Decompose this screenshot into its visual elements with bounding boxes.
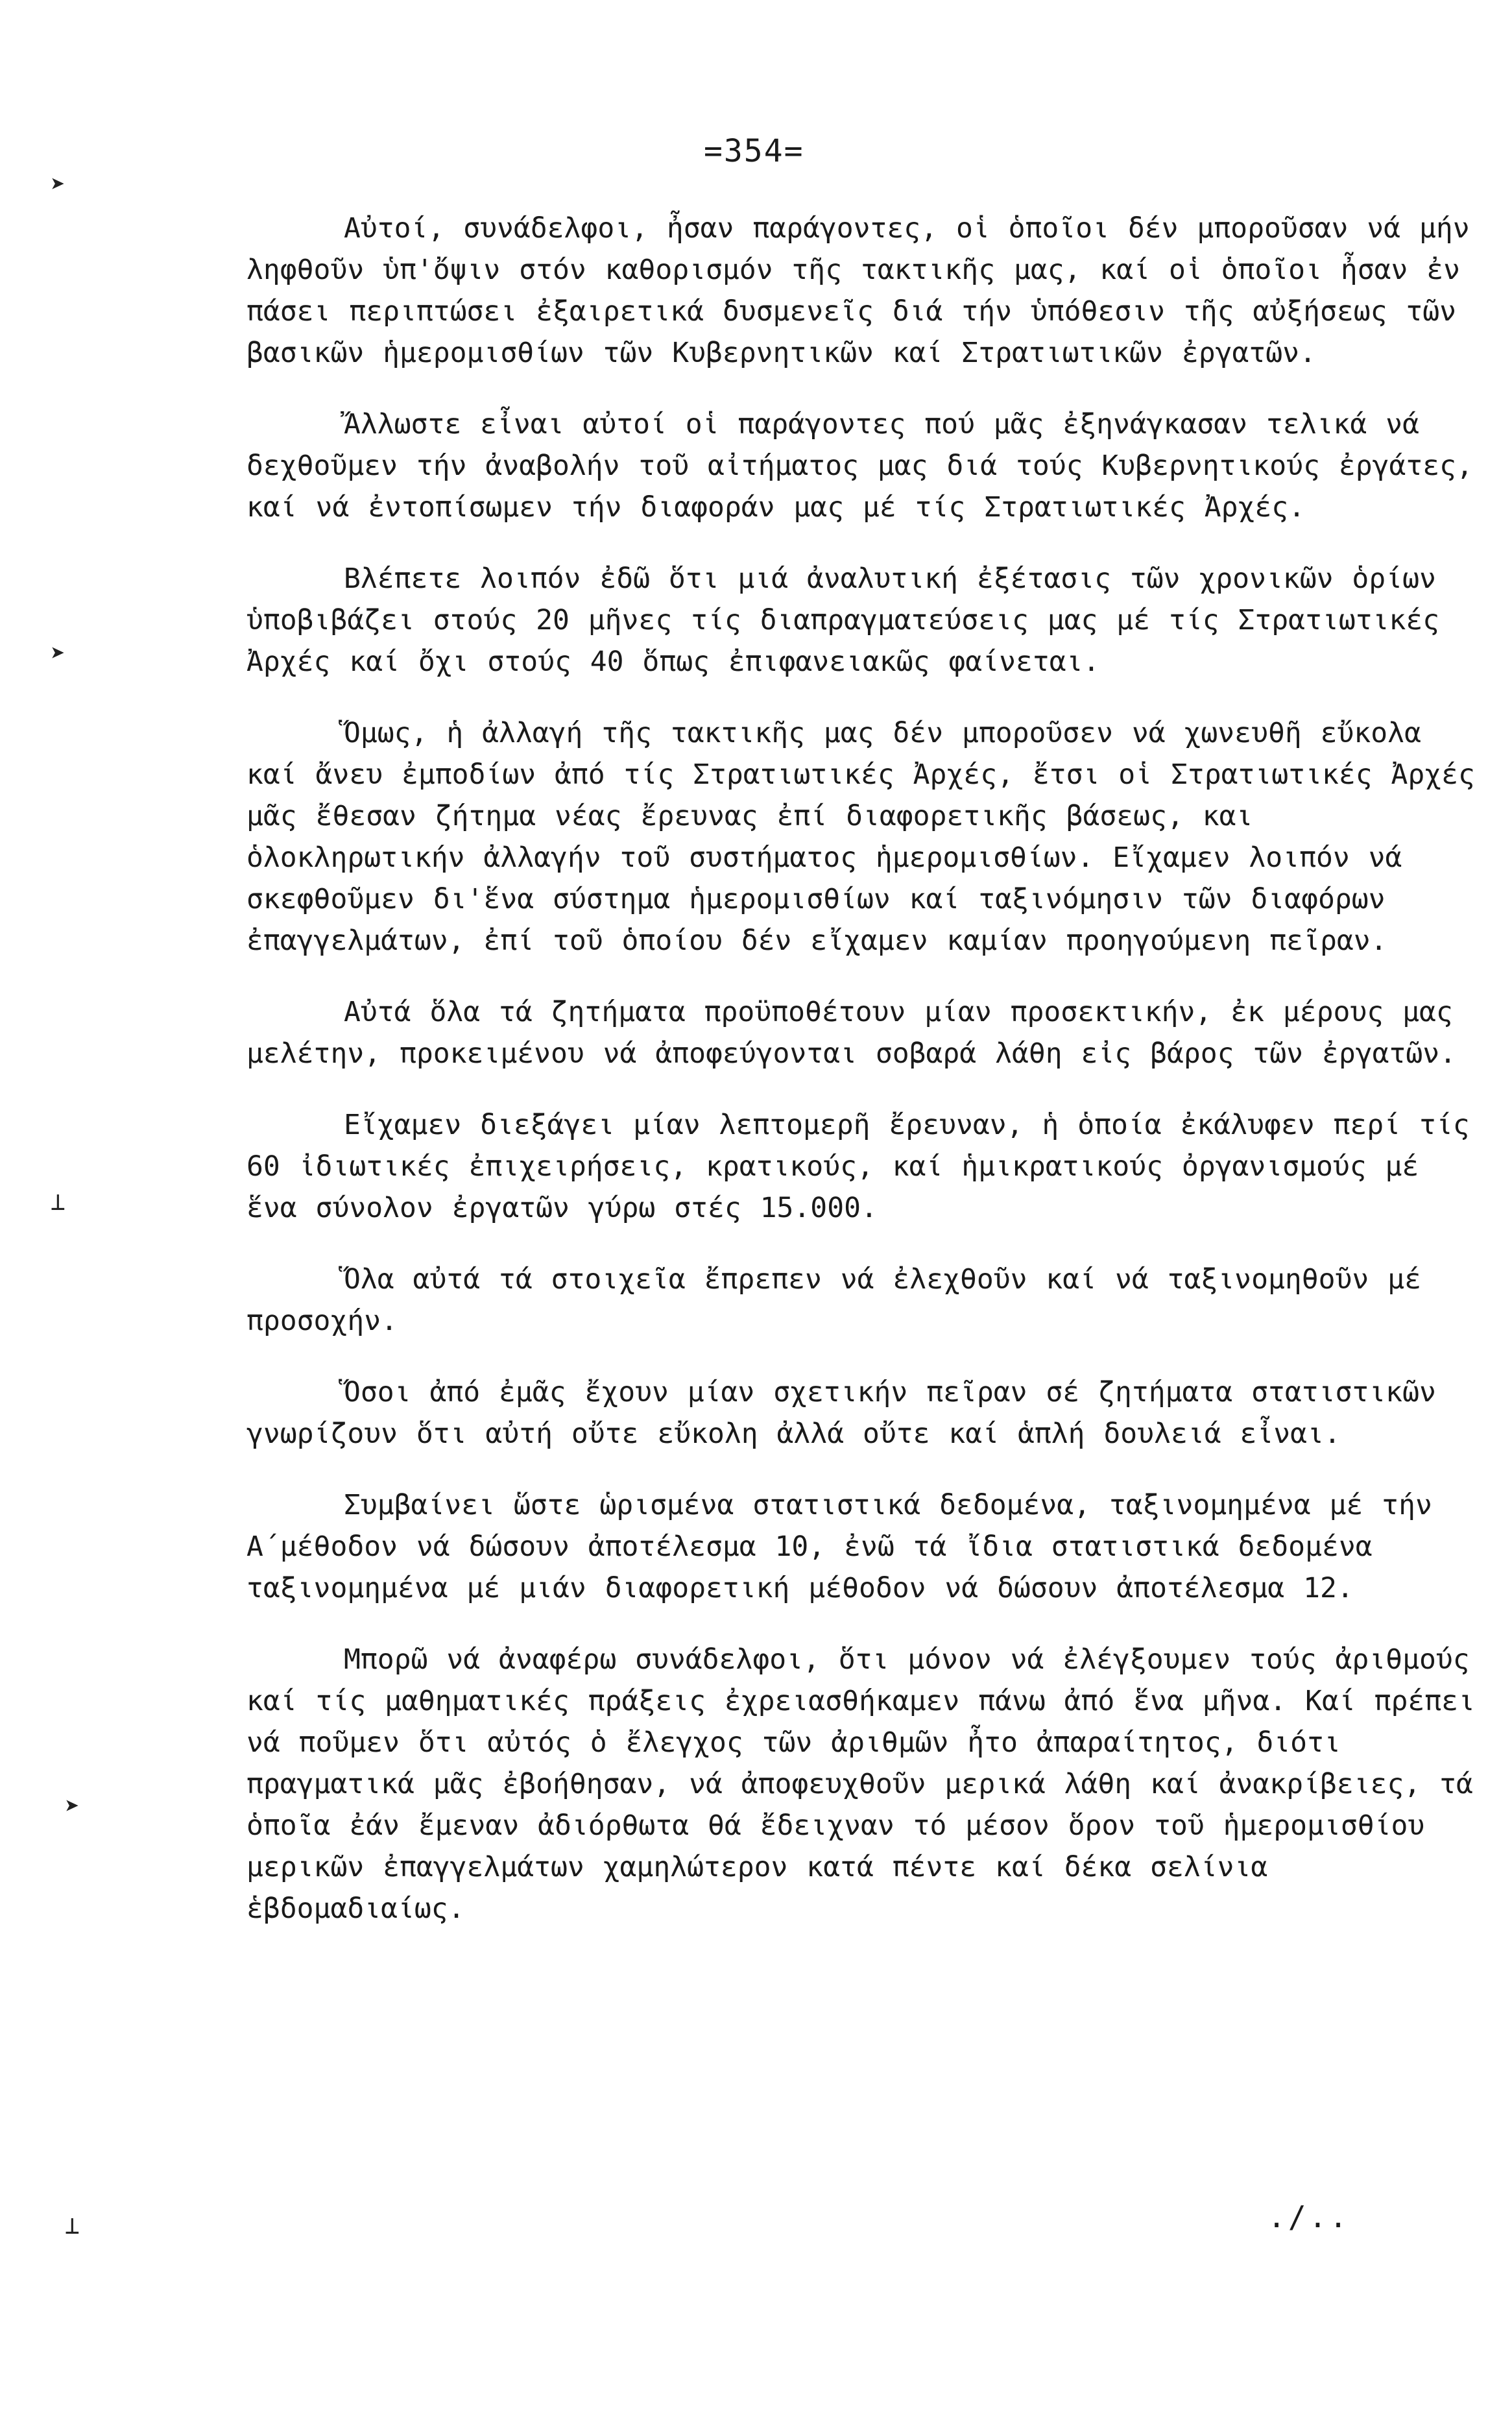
paragraph: Αὐτά ὅλα τά ζητήματα προϋποθέτουν μίαν προσεκτικήν, ἐκ μέρους μας μελέτην, προκειμένου νά ἀποφεύγονται σοβαρά λάθη εἰς βάρος τῶν ἐργατῶν. <box>246 996 1457 1070</box>
paragraph: Μπορῶ νά ἀναφέρω συνάδελφοι, ὅτι μόνον νά ἐλέγξουμεν τούς ἀριθμούς καί τίς μαθηματικές πράξεις ἐχρειασθήκαμεν πάνω ἀπό ἕνα μῆνα. Καί πρέπει νά ποῦμεν ὅτι αὐτός ὁ ἔλεγχος τῶν ἀριθμῶν ἦτο ἀπαραίτητος, διότι πραγματικά μᾶς ἐβοήθησαν, νά ἀποφευχθοῦν μερικά λάθη καί ἀνακρίβειες, τά ὁποῖα ἐάν ἔμεναν ἀδιόρθωτα θά ἔδειχναν τό μέσον ὅρον τοῦ ἡμερομισθίου μερικῶν ἐπαγγελμάτων χαμηλώτερον κατά πέντε καί δέκα σελίνια ἑβδομαδιαίως. <box>246 1643 1475 1925</box>
paragraph: Ὅσοι ἀπό ἐμᾶς ἔχουν μίαν σχετικήν πεῖραν σέ ζητήματα στατιστικῶν γνωρίζουν ὅτι αὐτή οὔτε εὔκολη ἀλλά οὔτε καί ἁπλή δουλειά εἶναι. <box>246 1376 1436 1450</box>
paragraph: Αὐτοί, συνάδελφοι, ἦσαν παράγοντες, οἱ ὁποῖοι δέν μποροῦσαν νά μήν ληφθοῦν ὑπ'ὄψιν στόν καθορισμόν τῆς τακτικῆς μας, καί οἱ ὁποῖοι ἦσαν ἐν πάσει περιπτώσει ἐξαιρετικά δυσμενεῖς διά τήν ὑπόθεσιν τῆς αὐξήσεως τῶν βασικῶν ἡμερομισθίων τῶν Κυβερνητικῶν καί Στρατιωτικῶν ἐργατῶν. <box>246 212 1470 369</box>
margin-arrow-mark: ➤ <box>51 639 66 668</box>
paragraph: Συμβαίνει ὥστε ὡρισμένα στατιστικά δεδομένα, ταξινομημένα μέ τήν Α΄μέθοδον νά δώσουν ἀποτέλεσμα 10, ἐνῶ τά ἴδια στατιστικά δεδομένα ταξινομημένα μέ μιάν διαφορετική μέθοδον νά δώσουν ἀποτέλεσμα 12. <box>246 1489 1432 1604</box>
margin-cross-mark: ⊥ <box>51 1187 66 1216</box>
margin-arrow-mark: ➤ <box>51 170 66 199</box>
margin-cross-mark: ⊥ <box>65 2211 80 2240</box>
margin-arrow-mark: ➤ <box>65 1792 80 1820</box>
paragraph: Βλέπετε λοιπόν ἐδῶ ὅτι μιά ἀναλυτική ἐξέτασις τῶν χρονικῶν ὁρίων ὑποβιβάζει στούς 20 μῆνες τίς διαπραγματεύσεις μας μέ τίς Στρατιωτικές Ἀρχές καί ὄχι στούς 40 ὅπως ἐπιφανειακῶς φαίνεται. <box>246 562 1440 678</box>
continuation-marker: ./.. <box>1267 2199 1350 2234</box>
paragraph: Ὅλα αὐτά τά στοιχεῖα ἔπρεπεν νά ἐλεχθοῦν καί νά ταξινομηθοῦν μέ προσοχήν. <box>246 1263 1421 1337</box>
page-number: =354= <box>704 133 804 169</box>
paragraph: Ὅμως, ἡ ἀλλαγή τῆς τακτικῆς μας δέν μποροῦσεν νά χωνευθῆ εὔκολα καί ἄνευ ἐμποδίων ἀπό τίς Στρατιωτικές Ἀρχές, ἔτσι οἱ Στρατιωτικές Ἀρχές μᾶς ἔθεσαν ζήτημα νέας ἔρευνας ἐπί διαφορετικῆς βάσεως, και ὁλοκληρωτικήν ἀλλαγήν τοῦ συστήματος ἡμερομισθίων. Εἴχαμεν λοιπόν νά σκεφθοῦμεν δι'ἕνα σύστημα ἡμερομισθίων καί ταξινόμησιν τῶν διαφόρων ἐπαγγελμάτων, ἐπί τοῦ ὁποίου δέν εἴχαμεν καμίαν προηγούμενη πεῖραν. <box>246 717 1475 957</box>
paragraph: Εἴχαμεν διεξάγει μίαν λεπτομερῆ ἔρευναν, ἡ ὁποία ἐκάλυφεν περί τίς 60 ἰδιωτικές ἐπιχειρήσεις, κρατικούς, καί ἡμικρατικούς ὀργανισμούς μέ ἕνα σύνολον ἐργατῶν γύρω στές 15.000. <box>246 1109 1470 1224</box>
body-text <box>246 208 1479 1959</box>
paragraph: Ἄλλωστε εἶναι αὐτοί οἱ παράγοντες πού μᾶς ἐξηνάγκασαν τελικά νά δεχθοῦμεν τήν ἀναβολήν τοῦ αἰτήματος μας διά τούς Κυβερνητικούς ἐργάτες, καί νά ἐντοπίσωμεν τήν διαφοράν μας μέ τίς Στρατιωτικές Ἀρχές. <box>246 408 1473 524</box>
